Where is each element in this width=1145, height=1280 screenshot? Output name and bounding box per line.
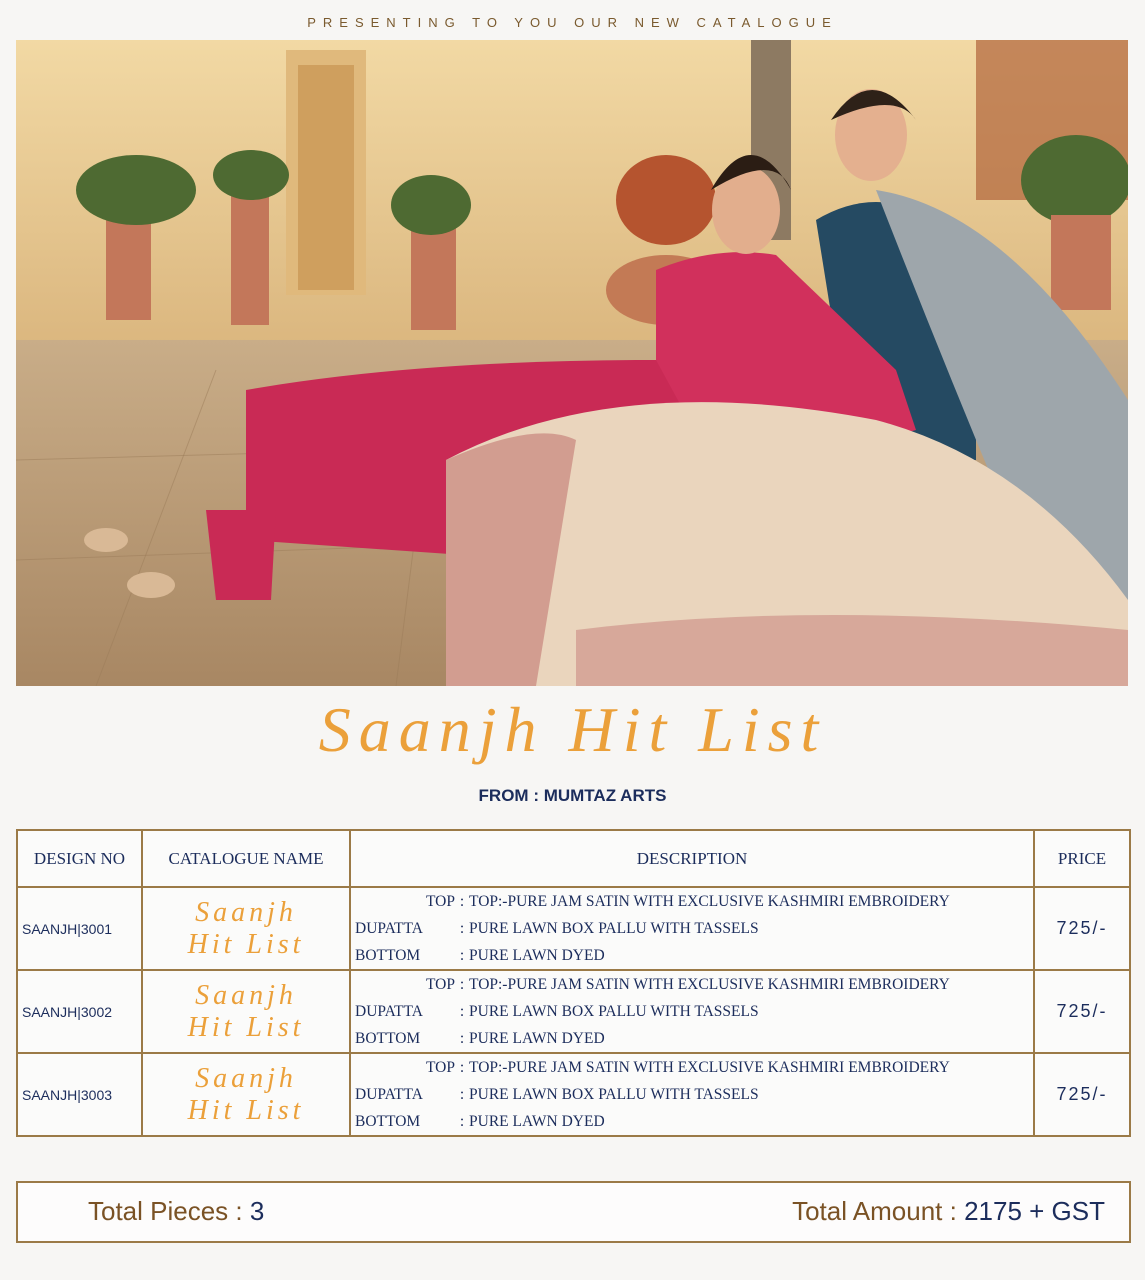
total-amount xyxy=(792,1196,1105,1227)
table-row xyxy=(17,887,1130,970)
desc-dupatta-value: PURE LAWN BOX PALLU WITH TASSELS xyxy=(469,919,759,937)
total-amount-label: Total Amount : xyxy=(792,1196,957,1226)
desc-dupatta-value: PURE LAWN BOX PALLU WITH TASSELS xyxy=(469,1085,759,1103)
total-pieces-value: 3 xyxy=(249,1196,265,1226)
desc-bottom-line xyxy=(351,942,1033,969)
desc-bottom-value: PURE LAWN DYED xyxy=(469,1112,605,1130)
desc-separator: : xyxy=(459,1002,465,1020)
desc-separator: : xyxy=(459,1085,465,1103)
design-no-cell: SAANJH|3002 xyxy=(17,970,142,1053)
collection-title: Saanjh Hit List xyxy=(318,694,827,765)
catalogue-name-cell xyxy=(142,970,350,1053)
catalogue-tagline: PRESENTING TO YOU OUR NEW CATALOGUE xyxy=(307,15,838,30)
table-row xyxy=(17,1053,1130,1136)
desc-separator: : xyxy=(459,1058,465,1076)
desc-top-label: TOP xyxy=(425,892,455,910)
header-price: PRICE xyxy=(1034,830,1130,887)
desc-dupatta-value: PURE LAWN BOX PALLU WITH TASSELS xyxy=(469,1002,759,1020)
desc-dupatta-label: DUPATTA xyxy=(355,1085,423,1103)
desc-dupatta-line xyxy=(351,915,1033,942)
desc-separator: : xyxy=(459,892,465,910)
total-pieces-label: Total Pieces : xyxy=(88,1196,243,1226)
desc-separator: : xyxy=(459,1029,465,1047)
header-catalogue-name: CATALOGUE NAME xyxy=(142,830,350,887)
desc-separator: : xyxy=(459,919,465,937)
total-pieces xyxy=(88,1196,264,1227)
design-no-cell: SAANJH|3003 xyxy=(17,1053,142,1136)
catalogue-name-line: Hit List xyxy=(187,928,305,960)
catalogue-name-cell xyxy=(142,1053,350,1136)
brand-from: FROM : MUMTAZ ARTS xyxy=(478,786,667,805)
desc-bottom-line xyxy=(351,1025,1033,1052)
total-amount-value: 2175 + GST xyxy=(964,1196,1105,1226)
desc-top-value: TOP:-PURE JAM SATIN WITH EXCLUSIVE KASHMIRI EMBROIDERY xyxy=(469,975,950,993)
catalogue-table xyxy=(16,829,1131,1137)
catalogue-name-line: Saanjh xyxy=(195,979,297,1011)
desc-top-value: TOP:-PURE JAM SATIN WITH EXCLUSIVE KASHMIRI EMBROIDERY xyxy=(469,1058,950,1076)
desc-top-line xyxy=(351,1054,1033,1081)
desc-separator: : xyxy=(459,1112,465,1130)
desc-bottom-label: BOTTOM xyxy=(355,946,421,964)
desc-bottom-label: BOTTOM xyxy=(355,1029,421,1047)
description-cell xyxy=(350,1053,1034,1136)
desc-dupatta-line xyxy=(351,1081,1033,1108)
catalogue-name-line: Hit List xyxy=(187,1094,305,1126)
totals-bar xyxy=(16,1181,1131,1243)
desc-bottom-label: BOTTOM xyxy=(355,1112,421,1130)
price-cell: 725/- xyxy=(1034,1053,1130,1136)
header-description: DESCRIPTION xyxy=(350,830,1034,887)
catalogue-name-line: Hit List xyxy=(187,1011,305,1043)
catalogue-name-cell xyxy=(142,887,350,970)
desc-separator: : xyxy=(459,946,465,964)
catalogue-name-line: Saanjh xyxy=(195,1062,297,1094)
description-cell xyxy=(350,887,1034,970)
header-design-no: DESIGN NO xyxy=(17,830,142,887)
desc-bottom-value: PURE LAWN DYED xyxy=(469,1029,605,1047)
hero-photo xyxy=(16,40,1128,686)
table-row xyxy=(17,970,1130,1053)
table-header-row xyxy=(17,830,1130,887)
desc-separator: : xyxy=(459,975,465,993)
desc-dupatta-line xyxy=(351,998,1033,1025)
desc-dupatta-label: DUPATTA xyxy=(355,919,423,937)
desc-dupatta-label: DUPATTA xyxy=(355,1002,423,1020)
desc-top-line xyxy=(351,971,1033,998)
desc-bottom-line xyxy=(351,1108,1033,1135)
desc-top-value: TOP:-PURE JAM SATIN WITH EXCLUSIVE KASHMIRI EMBROIDERY xyxy=(469,892,950,910)
price-cell: 725/- xyxy=(1034,887,1130,970)
description-cell xyxy=(350,970,1034,1053)
design-no-cell: SAANJH|3001 xyxy=(17,887,142,970)
desc-top-line xyxy=(351,888,1033,915)
desc-bottom-value: PURE LAWN DYED xyxy=(469,946,605,964)
catalogue-name-line: Saanjh xyxy=(195,896,297,928)
desc-top-label: TOP xyxy=(425,975,455,993)
desc-top-label: TOP xyxy=(425,1058,455,1076)
price-cell: 725/- xyxy=(1034,970,1130,1053)
